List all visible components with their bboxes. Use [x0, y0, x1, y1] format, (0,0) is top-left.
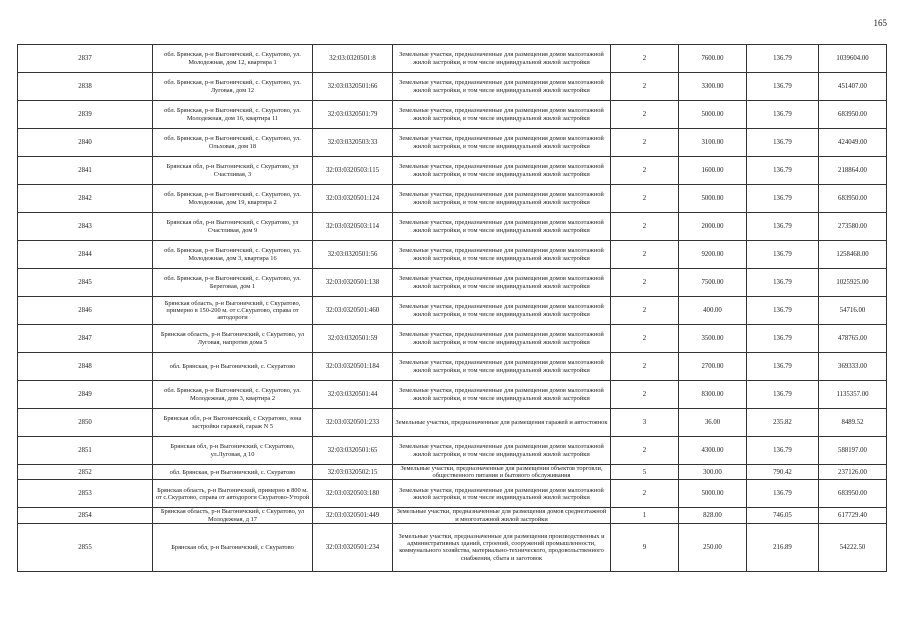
area-cell: 3500.00 — [679, 325, 747, 353]
specific-value-cell: 136.79 — [747, 45, 819, 73]
specific-value-cell: 136.79 — [747, 129, 819, 157]
cadastral-number-cell: 32:03:0320501:138 — [313, 269, 393, 297]
row-number-cell: 2845 — [18, 269, 153, 297]
table-row — [18, 353, 887, 381]
land-use-cell: Земельные участки, предназначенные для размещения домов малоэтажной жилой застройки, в том числе индивидуальной жилой застройки — [393, 101, 611, 129]
area-cell: 3100.00 — [679, 129, 747, 157]
row-number-cell: 2846 — [18, 297, 153, 325]
address-cell: обл. Брянская, р-н Выгоничский, с. Скуратово, ул. Молодежная, дом 19, квартира 2 — [153, 185, 313, 213]
row-number-cell: 2837 — [18, 45, 153, 73]
page-number: 165 — [873, 18, 887, 28]
specific-value-cell: 136.79 — [747, 353, 819, 381]
land-use-cell: Земельные участки, предназначенные для размещения домов малоэтажной жилой застройки, в том числе индивидуальной жилой застройки — [393, 381, 611, 409]
cadastral-value-cell: 273580.00 — [819, 213, 887, 241]
specific-value-cell: 136.79 — [747, 269, 819, 297]
address-cell: обл. Брянская, р-н Выгоничский, с. Скуратово, ул. Луговая, дом 12 — [153, 73, 313, 101]
cadastral-number-cell: 32:03:0320503:114 — [313, 213, 393, 241]
cadastral-number-cell: 32:03:0320502:15 — [313, 465, 393, 480]
row-number-cell: 2842 — [18, 185, 153, 213]
land-use-cell: Земельные участки, предназначенные для размещения домов малоэтажной жилой застройки, в том числе индивидуальной жилой застройки — [393, 45, 611, 73]
address-cell: Брянская обл, р-н Выгоничский, с Скуратово, ул Счастливая, 3 — [153, 157, 313, 185]
row-number-cell: 2848 — [18, 353, 153, 381]
cadastral-number-cell: 32:03:0320501:44 — [313, 381, 393, 409]
group-cell: 9 — [611, 523, 679, 571]
land-use-cell: Земельные участки, предназначенные для размещения домов среднеэтажной и многоэтажной жилой застройки — [393, 508, 611, 523]
land-use-cell: Земельные участки, предназначенные для размещения домов малоэтажной жилой застройки, в том числе индивидуальной жилой застройки — [393, 213, 611, 241]
cadastral-value-cell: 424049.00 — [819, 129, 887, 157]
cadastral-number-cell: 32:03:0320501:79 — [313, 101, 393, 129]
table-row — [18, 185, 887, 213]
area-cell: 5000.00 — [679, 480, 747, 508]
land-use-cell: Земельные участки, предназначенные для размещения домов малоэтажной жилой застройки, в том числе индивидуальной жилой застройки — [393, 325, 611, 353]
cadastral-number-cell: 32:03:0320503:33 — [313, 129, 393, 157]
land-use-cell: Земельные участки, предназначенные для размещения гаражей и автостоянок — [393, 409, 611, 437]
table-row — [18, 437, 887, 465]
area-cell: 400.00 — [679, 297, 747, 325]
cadastral-number-cell: 32:03:0320501:59 — [313, 325, 393, 353]
table-row — [18, 409, 887, 437]
cadastral-number-cell: 32:03:0320501:234 — [313, 523, 393, 571]
land-use-cell: Земельные участки, предназначенные для размещения домов малоэтажной жилой застройки, в том числе индивидуальной жилой застройки — [393, 129, 611, 157]
specific-value-cell: 136.79 — [747, 480, 819, 508]
address-cell: обл. Брянская, р-н Выгоничский, с. Скуратово — [153, 353, 313, 381]
row-number-cell: 2854 — [18, 508, 153, 523]
cadastral-value-cell: 1025925.00 — [819, 269, 887, 297]
address-cell: обл. Брянская, р-н Выгоничский, с. Скуратово, ул. Молодежная, дом 16, квартира 11 — [153, 101, 313, 129]
land-use-cell: Земельные участки, предназначенные для размещения объектов торговли, общественного питания и бытового обслуживания — [393, 465, 611, 480]
table-row — [18, 157, 887, 185]
row-number-cell: 2852 — [18, 465, 153, 480]
address-cell: обл. Брянская, р-н Выгоничский, с. Скуратово, ул. Молодежная, дом 12, квартира 1 — [153, 45, 313, 73]
cadastral-number-cell: 32:03:0320501:124 — [313, 185, 393, 213]
address-cell: Брянская обл, р-н Выгоничский, с Скуратово, ул Счастливая, дом 9 — [153, 213, 313, 241]
land-use-cell: Земельные участки, предназначенные для размещения домов малоэтажной жилой застройки, в том числе индивидуальной жилой застройки — [393, 480, 611, 508]
table-row — [18, 325, 887, 353]
table-row — [18, 101, 887, 129]
row-number-cell: 2855 — [18, 523, 153, 571]
address-cell: Брянская область, р-н Выгоничский, примерно в 800 м. от с.Скуратово, справа от автодороги Скуратово-Уторой — [153, 480, 313, 508]
cadastral-number-cell: 32:03:0320501:65 — [313, 437, 393, 465]
group-cell: 2 — [611, 73, 679, 101]
group-cell: 2 — [611, 185, 679, 213]
cadastral-value-cell: 218864.00 — [819, 157, 887, 185]
cadastral-value-cell: 1135357.00 — [819, 381, 887, 409]
cadastral-value-cell: 1258468.00 — [819, 241, 887, 269]
table-row — [18, 129, 887, 157]
land-use-cell: Земельные участки, предназначенные для размещения домов малоэтажной жилой застройки, в том числе индивидуальной жилой застройки — [393, 185, 611, 213]
land-use-cell: Земельные участки, предназначенные для размещения домов малоэтажной жилой застройки, в том числе индивидуальной жилой застройки — [393, 157, 611, 185]
specific-value-cell: 136.79 — [747, 73, 819, 101]
cadastral-number-cell: 32:03:0320501:184 — [313, 353, 393, 381]
cadastral-number-cell: 32:03:0320501:460 — [313, 297, 393, 325]
specific-value-cell: 136.79 — [747, 157, 819, 185]
specific-value-cell: 136.79 — [747, 213, 819, 241]
area-cell: 5000.00 — [679, 101, 747, 129]
table-row — [18, 381, 887, 409]
row-number-cell: 2841 — [18, 157, 153, 185]
specific-value-cell: 136.79 — [747, 101, 819, 129]
area-cell: 36.00 — [679, 409, 747, 437]
cadastral-value-cell: 369333.00 — [819, 353, 887, 381]
cadastral-value-cell: 478765.00 — [819, 325, 887, 353]
group-cell: 2 — [611, 381, 679, 409]
specific-value-cell: 235.82 — [747, 409, 819, 437]
specific-value-cell: 136.79 — [747, 241, 819, 269]
cadastral-value-cell: 237126.00 — [819, 465, 887, 480]
cadastral-value-cell: 1039604.00 — [819, 45, 887, 73]
table-row — [18, 480, 887, 508]
area-cell: 8300.00 — [679, 381, 747, 409]
cadastral-number-cell: 32:03:0320501:449 — [313, 508, 393, 523]
row-number-cell: 2851 — [18, 437, 153, 465]
land-use-cell: Земельные участки, предназначенные для размещения домов малоэтажной жилой застройки, в том числе индивидуальной жилой застройки — [393, 241, 611, 269]
row-number-cell: 2847 — [18, 325, 153, 353]
specific-value-cell: 136.79 — [747, 437, 819, 465]
area-cell: 300.00 — [679, 465, 747, 480]
address-cell: Брянская область, р-н Выгоничский, с Скуратово, примерно в 150-200 м. от с.Скуратово, справа от автодороги — [153, 297, 313, 325]
cadastral-value-cell: 54716.00 — [819, 297, 887, 325]
specific-value-cell: 790.42 — [747, 465, 819, 480]
area-cell: 7600.00 — [679, 45, 747, 73]
cadastral-number-cell: 32:03:0320503:115 — [313, 157, 393, 185]
cadastral-value-table — [17, 44, 887, 572]
row-number-cell: 2850 — [18, 409, 153, 437]
group-cell: 2 — [611, 325, 679, 353]
area-cell: 250.00 — [679, 523, 747, 571]
specific-value-cell: 216.89 — [747, 523, 819, 571]
cadastral-number-cell: 32:03:0320501:66 — [313, 73, 393, 101]
cadastral-value-cell: 8489.52 — [819, 409, 887, 437]
group-cell: 2 — [611, 437, 679, 465]
group-cell: 2 — [611, 297, 679, 325]
land-use-cell: Земельные участки, предназначенные для размещения домов малоэтажной жилой застройки, в том числе индивидуальной жилой застройки — [393, 437, 611, 465]
group-cell: 3 — [611, 409, 679, 437]
cadastral-value-cell: 617729.40 — [819, 508, 887, 523]
row-number-cell: 2840 — [18, 129, 153, 157]
specific-value-cell: 136.79 — [747, 297, 819, 325]
group-cell: 2 — [611, 480, 679, 508]
address-cell: обл. Брянская, р-н Выгоничский, с. Скуратово, ул. Молодежная, дом 3, квартира 2 — [153, 381, 313, 409]
area-cell: 2700.00 — [679, 353, 747, 381]
group-cell: 2 — [611, 269, 679, 297]
cadastral-number-cell: 32:03:0320501:8 — [313, 45, 393, 73]
specific-value-cell: 136.79 — [747, 185, 819, 213]
row-number-cell: 2838 — [18, 73, 153, 101]
table-row — [18, 45, 887, 73]
address-cell: Брянская обл, р-н Выгоничский, с Скуратово, зона застройки гаражей, гараж N 5 — [153, 409, 313, 437]
group-cell: 2 — [611, 101, 679, 129]
specific-value-cell: 136.79 — [747, 325, 819, 353]
specific-value-cell: 136.79 — [747, 381, 819, 409]
row-number-cell: 2844 — [18, 241, 153, 269]
area-cell: 7500.00 — [679, 269, 747, 297]
address-cell: Брянская область, р-н Выгоничский, с Скуратово, ул Луговая, напротив дома 5 — [153, 325, 313, 353]
row-number-cell: 2839 — [18, 101, 153, 129]
address-cell: Брянская обл, р-н Выгоничский, с Скуратово, ул.Луговая, д 10 — [153, 437, 313, 465]
group-cell: 2 — [611, 353, 679, 381]
area-cell: 4300.00 — [679, 437, 747, 465]
land-use-cell: Земельные участки, предназначенные для размещения производственных и административных зданий, строений, сооружений промышленности, коммунального хозяйства, материально-технического, продовольственного снабжения, сбыта и заготовок — [393, 523, 611, 571]
table-row — [18, 508, 887, 523]
group-cell: 2 — [611, 213, 679, 241]
row-number-cell: 2849 — [18, 381, 153, 409]
row-number-cell: 2843 — [18, 213, 153, 241]
table-row — [18, 465, 887, 480]
address-cell: обл. Брянская, р-н Выгоничский, с. Скуратово, ул. Ольховая, дом 18 — [153, 129, 313, 157]
address-cell: обл. Брянская, р-н Выгоничский, с. Скуратово — [153, 465, 313, 480]
address-cell: обл. Брянская, р-н Выгоничский, с. Скуратово, ул. Молодежная, дом 3, квартира 16 — [153, 241, 313, 269]
area-cell: 1600.00 — [679, 157, 747, 185]
area-cell: 3300.00 — [679, 73, 747, 101]
table-row — [18, 297, 887, 325]
cadastral-value-cell: 451407.00 — [819, 73, 887, 101]
table-row — [18, 241, 887, 269]
specific-value-cell: 746.05 — [747, 508, 819, 523]
table-row — [18, 73, 887, 101]
land-use-cell: Земельные участки, предназначенные для размещения домов малоэтажной жилой застройки, в том числе индивидуальной жилой застройки — [393, 269, 611, 297]
address-cell: Брянская область, р-н Выгоничский, с Скуратово, ул Молодежная, д 17 — [153, 508, 313, 523]
area-cell: 828.00 — [679, 508, 747, 523]
address-cell: Брянская обл, р-н Выгоничский, с Скуратово — [153, 523, 313, 571]
cadastral-value-cell: 54222.50 — [819, 523, 887, 571]
cadastral-value-cell: 588197.00 — [819, 437, 887, 465]
group-cell: 2 — [611, 241, 679, 269]
group-cell: 2 — [611, 45, 679, 73]
land-use-cell: Земельные участки, предназначенные для размещения домов малоэтажной жилой застройки, в том числе индивидуальной жилой застройки — [393, 353, 611, 381]
group-cell: 1 — [611, 508, 679, 523]
address-cell: обл. Брянская, р-н Выгоничский, с. Скуратово, ул. Береговая, дом 1 — [153, 269, 313, 297]
cadastral-number-cell: 32:03:0320501:56 — [313, 241, 393, 269]
group-cell: 2 — [611, 129, 679, 157]
table-row — [18, 269, 887, 297]
group-cell: 2 — [611, 157, 679, 185]
area-cell: 5000.00 — [679, 185, 747, 213]
cadastral-value-cell: 683950.00 — [819, 480, 887, 508]
table-row — [18, 523, 887, 571]
area-cell: 9200.00 — [679, 241, 747, 269]
land-use-cell: Земельные участки, предназначенные для размещения домов малоэтажной жилой застройки, в том числе индивидуальной жилой застройки — [393, 73, 611, 101]
row-number-cell: 2853 — [18, 480, 153, 508]
cadastral-number-cell: 32:03:0320503:180 — [313, 480, 393, 508]
group-cell: 5 — [611, 465, 679, 480]
cadastral-value-cell: 683950.00 — [819, 101, 887, 129]
table-row — [18, 213, 887, 241]
cadastral-number-cell: 32:03:0320501:233 — [313, 409, 393, 437]
area-cell: 2000.00 — [679, 213, 747, 241]
land-use-cell: Земельные участки, предназначенные для размещения домов малоэтажной жилой застройки, в том числе индивидуальной жилой застройки — [393, 297, 611, 325]
cadastral-value-cell: 683950.00 — [819, 185, 887, 213]
